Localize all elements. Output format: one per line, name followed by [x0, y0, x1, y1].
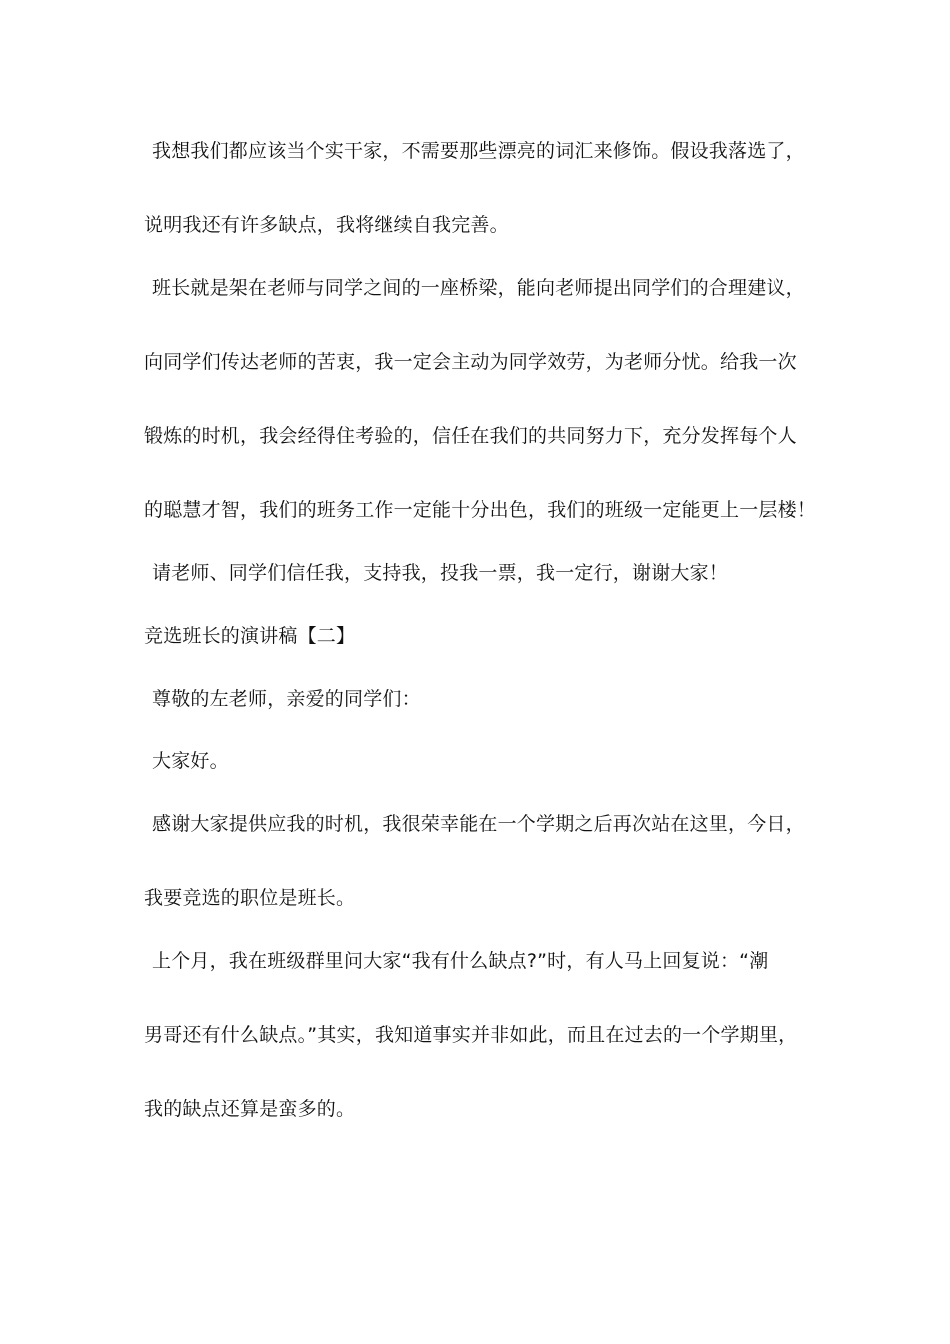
paragraph-line: 班长就是架在老师与同学之间的一座桥梁，能向老师提出同学们的合理建议， [152, 277, 805, 299]
paragraph-line: 说明我还有许多缺点，我将继续自我完善。 [144, 214, 509, 236]
section-heading: 竞选班长的演讲稿【二】 [144, 625, 356, 647]
paragraph-line: 的聪慧才智，我们的班务工作一定能十分出色，我们的班级一定能更上一层楼！ [144, 499, 817, 521]
paragraph-line: 上个月，我在班级群里问大家“我有什么缺点?”时，有人马上回复说：“潮 [152, 950, 769, 972]
paragraph-line: 感谢大家提供应我的时机，我很荣幸能在一个学期之后再次站在这里，今日， [152, 813, 805, 835]
paragraph-line: 男哥还有什么缺点。”其实，我知道事实并非如此，而且在过去的一个学期里， [144, 1024, 798, 1046]
salutation-line: 尊敬的左老师，亲爱的同学们： [152, 688, 421, 710]
paragraph-line: 向同学们传达老师的苦衷，我一定会主动为同学效劳，为老师分忧。给我一次 [144, 351, 797, 373]
paragraph-line: 我的缺点还算是蛮多的。 [144, 1098, 356, 1120]
paragraph-line: 我想我们都应该当个实干家，不需要那些漂亮的词汇来修饰。假设我落选了， [152, 140, 805, 162]
greeting-line: 大家好。 [152, 750, 229, 772]
paragraph-line: 请老师、同学们信任我，支持我，投我一票，我一定行，谢谢大家！ [152, 562, 729, 584]
paragraph-line: 锻炼的时机，我会经得住考验的，信任在我们的共同努力下，充分发挥每个人 [144, 425, 797, 447]
paragraph-line: 我要竞选的职位是班长。 [144, 887, 356, 909]
